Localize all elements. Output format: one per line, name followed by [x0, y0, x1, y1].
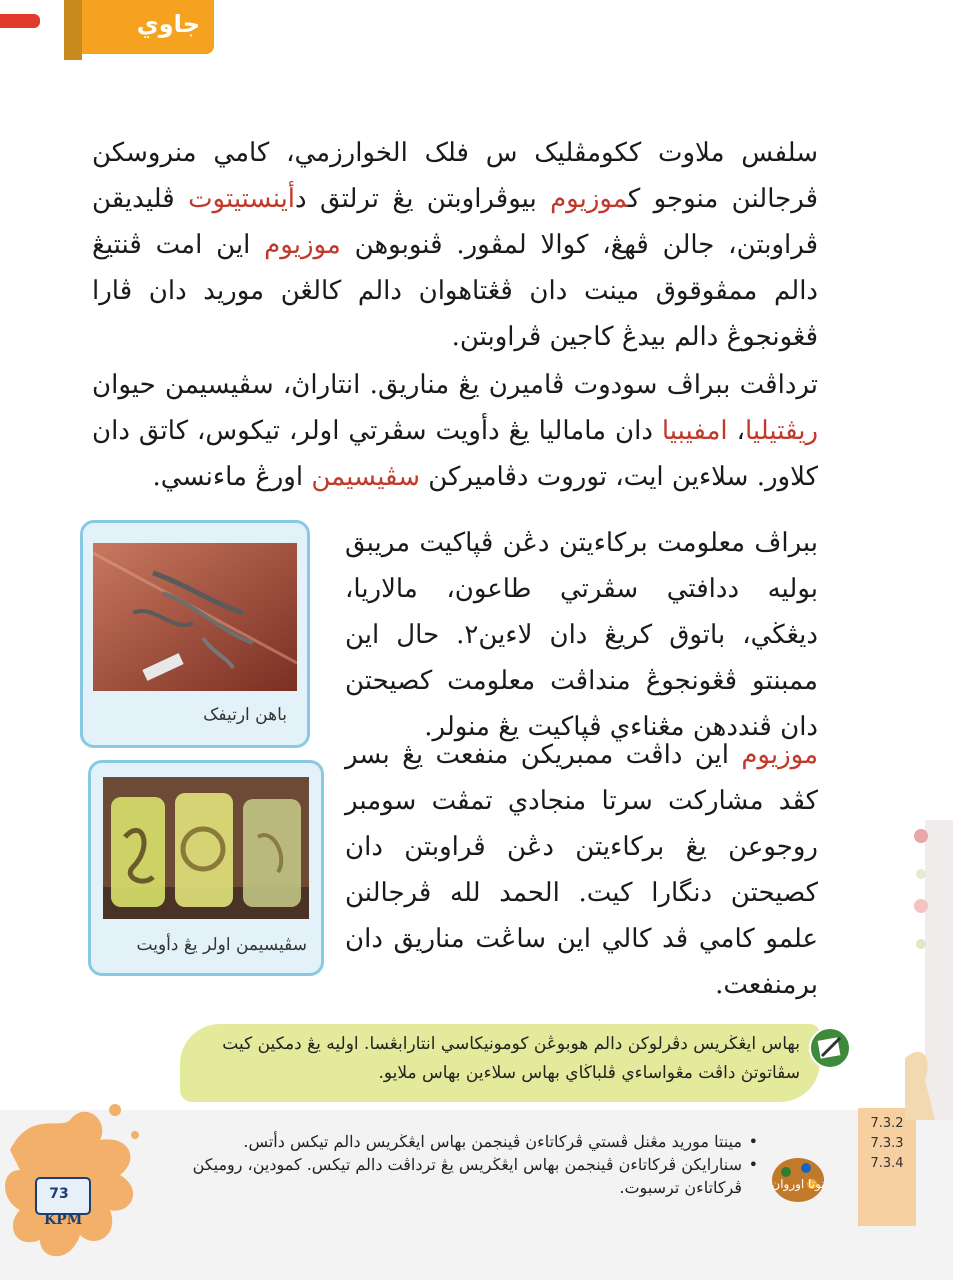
- text-run: ڤليديقن ڤراوبتن، جالن ڤهڠ، کوالا لمڤور. ڤنوبوهن: [92, 184, 818, 260]
- text-run: سلفس ملاوت ككومڤليک س فلک الخوارزمي، کامي منروسکن ڤرجالنن منوجو ک: [92, 138, 818, 214]
- paragraph-3: [345, 520, 818, 750]
- ribbon-decoration: [0, 14, 40, 28]
- text-run: بيوڤراوبتن يڠ ترلتق د: [295, 184, 551, 214]
- highlighted-term: موزيوم: [550, 184, 628, 214]
- page-number: 73: [49, 1186, 69, 1202]
- chapter-tab: [0, 0, 220, 60]
- activity-text: بهاس ايڠڬريس دڤرلوکن دالم هوبوڠن کومونيکاسي انتارابڠسا. اوليه يڠ دمکين کيت سڤاتوتڽ داڤت مڠواساءي ڤلباڬاي بهاس سلاءين بهاس ملايو.: [222, 1034, 800, 1083]
- highlighted-term: أينستيتوت: [188, 184, 296, 214]
- artifact-caption: باهن ارتيفک: [203, 705, 287, 725]
- publisher-label: KPM: [44, 1212, 83, 1228]
- standard-code: 7.3.3: [870, 1136, 904, 1151]
- pencil-paper-icon: [808, 1026, 852, 1070]
- artifact-photo: [93, 543, 297, 691]
- artifact-photo-frame: [80, 520, 310, 748]
- note-item: • سنارايکن ڤرکاتاءن ڤينجمن بهاس ايڠڬريس يڠ ترداڤت دالم تيکس. کمودين، روميکن ڤرکاتاءن ترسبوت.: [150, 1153, 742, 1199]
- text-run: ،: [727, 416, 745, 446]
- highlighted-term: سڤيسيمن: [311, 462, 420, 492]
- standards-codes: [858, 1108, 916, 1226]
- specimen-photo-frame: [88, 760, 324, 976]
- specimen-caption: سڤيسيمن اولر يڠ دأويت: [136, 935, 307, 955]
- text-run: اين امت ڤنتيڠ دالم ممڤوقوق مينت دان ڤڠتاهوان دالم کالڠن موريد دان ڤارا ڤڠونجوڠ دالم بيدڠ کاجين ڤراوبتن.: [92, 230, 818, 352]
- text-run: دان ماماليا يڠ دأويت سڤرتي اولر، تيکوس، کاتق دان کلاور. سلاءين ايت، توروت دڤاميرکن: [92, 416, 818, 492]
- side-decoration: [905, 820, 953, 1120]
- highlighted-term: موزيوم: [264, 230, 341, 260]
- paragraph-1: [92, 130, 818, 360]
- specimen-photo: [103, 777, 309, 919]
- badge-label: نوتا اوروان: [771, 1177, 825, 1191]
- paint-splash-decoration: [0, 1090, 150, 1280]
- standard-code: 7.3.2: [870, 1116, 904, 1131]
- activity-note: [180, 1020, 880, 1102]
- paragraph-2: [92, 362, 818, 500]
- highlighted-term: موزيوم: [741, 740, 818, 770]
- text-run: ترداڤت ببراڤ سودوت ڤاميرن يڠ مناريق. انتاراڽ، سڤيسيمن حيوان: [92, 370, 818, 400]
- teacher-notes: [150, 1130, 760, 1199]
- standard-code: 7.3.4: [870, 1156, 904, 1171]
- text-run: ببراڤ معلومت برکاءيتن دڠن ڤڽاکيت مريبق بوليه ددافتي سڤرتي طاعون، مالاريا، ديڠڬي، باتوق کريڠ دان لاءين٢. حال اين ممبنتو ڤڠونجوڠ منداڤت معلومت کصيحتن دان ڤنددهن مڠناءي ڤڽاکيت يڠ منولر.: [345, 528, 818, 742]
- paragraph-4: [345, 732, 818, 1008]
- text-run: اين داڤت ممبريکن منفعت يڠ بسر کڤد مشارکت سرتا منجادي تمڤت سومبر روجوعن يڠ برکاءيتن دڠن ڤراوبتن دان کصيحتن دنگارا کيت. الحمد لله ڤرجالنن علمو کامي ڤد کالي اين ساڠت مناريق دان برمنفعت.: [345, 740, 818, 1000]
- highlighted-term: ريڤتيليا: [745, 416, 819, 446]
- tab-stripe: [64, 0, 82, 60]
- teacher-notes-badge-icon: [768, 1148, 828, 1208]
- note-item: • مينتا موريد مڠنل ڤستي ڤرکاتاءن ڤينجمن بهاس ايڠڬريس دالم تيکس دأتس.: [150, 1130, 742, 1153]
- text-run: اورڠ ماءنسي.: [152, 462, 312, 492]
- highlighted-term: امفيبيا: [661, 416, 728, 446]
- chapter-tab-label: جاوي: [136, 10, 200, 38]
